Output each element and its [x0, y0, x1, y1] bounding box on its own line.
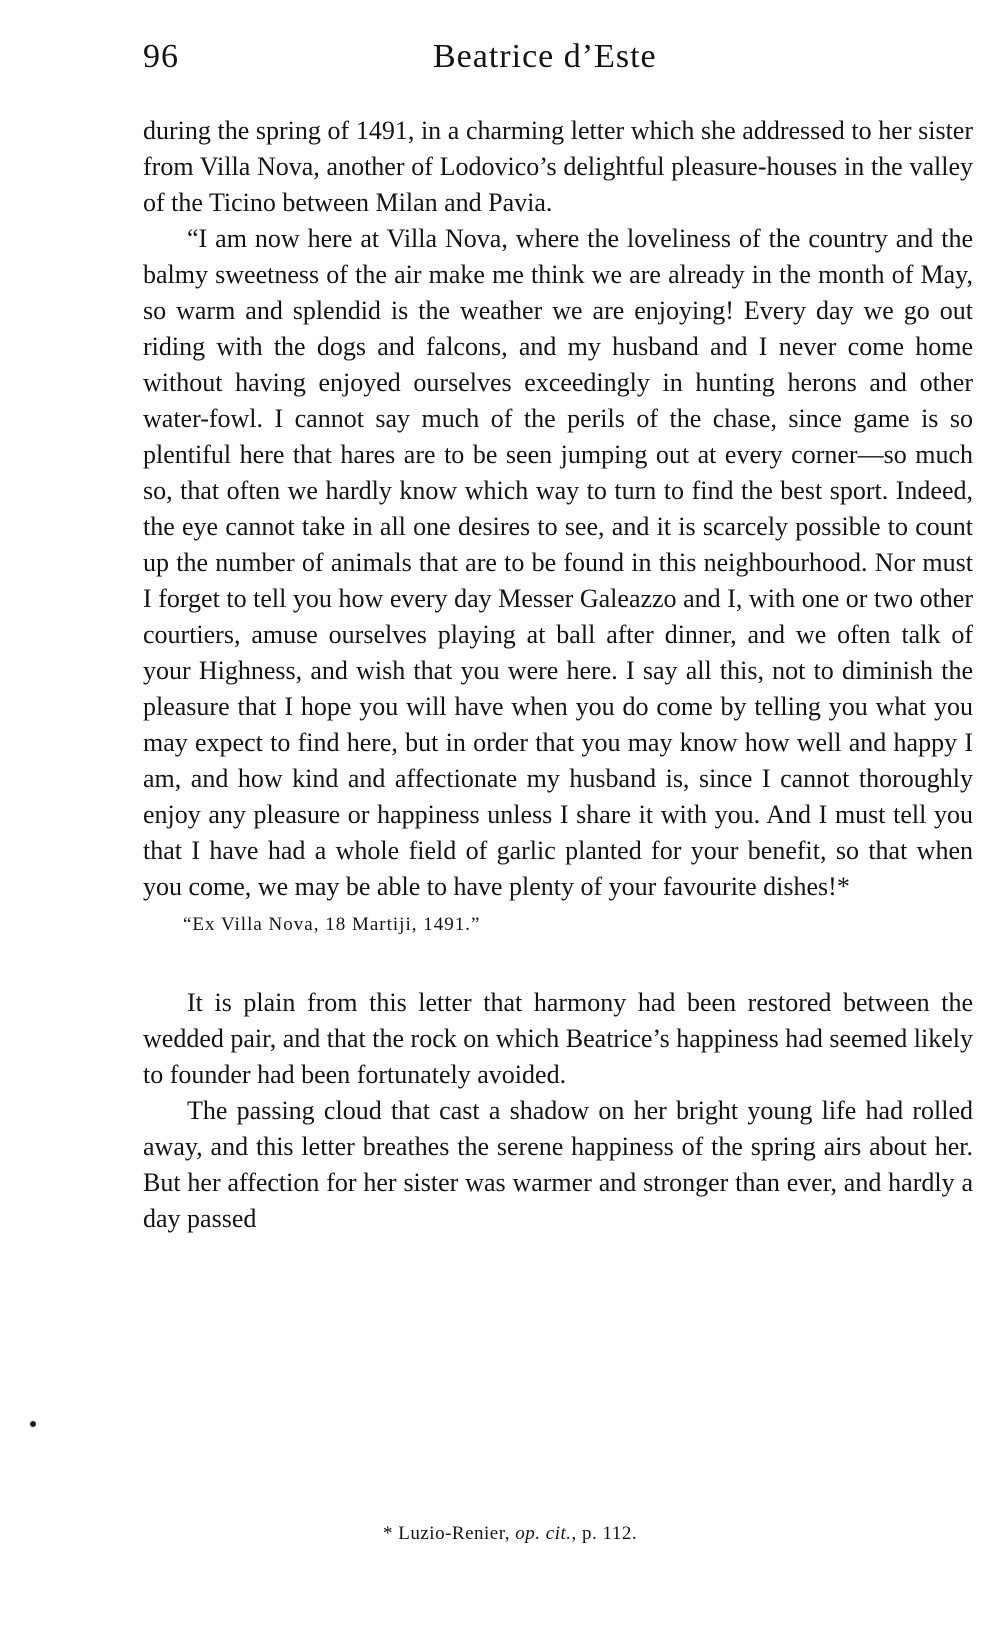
page-header [143, 38, 948, 88]
ink-speck [30, 1421, 36, 1427]
running-title: Beatrice d’Este [433, 38, 657, 75]
letter-paragraph: “I am now here at Villa Nova, where the loveliness of the country and the balmy sweetness of the air make me think we are already in the month of May, so warm and splendid is the weather we are enjoying! Every day we go out riding with the dogs and falcons, and my husband and I never come home without having enjoyed ourselves exceedingly in hunting herons and other water-fowl. I cannot say much of the perils of the chase, since game is so plentiful here that hares are to be seen jumping out at every corner—so much so, that often we hardly know which way to turn to find the best sport. Indeed, the eye cannot take in all one desires to see, and it is scarcely possible to count up the number of animals that are to be found in this neighbourhood. Nor must I forget to tell you how every day Messer Galeazzo and I, with one or two other courtiers, amuse ourselves playing at ball after dinner, and we often talk of your Highness, and wish that you were here. I say all this, not to diminish the pleasure that I hope you will have when you do come by telling you what you may expect to find here, but in order that you may know how well and happy I am, and how kind and affectionate my husband is, since I cannot thoroughly enjoy any pleasure or happiness unless I share it with you. And I must tell you that I have had a whole field of garlic planted for your benefit, so that when you come, we may be able to have plenty of your favourite dishes!* [143, 224, 973, 901]
page-number: 96 [143, 38, 179, 75]
paragraph-3: It is plain from this letter that harmony had been restored between the wedded pair, and that the rock on which Beatrice’s happiness had seemed likely to founder had been fortunately avoided. [143, 988, 973, 1089]
paragraph-4: The passing cloud that cast a shadow on her bright young life had rolled away, and this letter breathes the serene happiness of the spring airs about her. But her affection for her sister was warmer and stronger than ever, and hardly a day passed [143, 1096, 973, 1233]
footnote [383, 1523, 637, 1545]
footnote-author: Luzio-Renier, [398, 1523, 511, 1544]
footnote-ref: op. cit. [515, 1523, 572, 1544]
section-gap [143, 939, 973, 985]
letter-signature: “Ex Villa Nova, 18 Martiji, 1491.” [183, 914, 481, 935]
body-text [143, 113, 973, 1237]
paragraph-1: during the spring of 1491, in a charming letter which she addressed to her sister from Villa Nova, another of Lodovico’s delightful pleasure-houses in the valley of the Ticino between Milan and Pavia. [143, 116, 973, 217]
footnote-page: , p. 112. [571, 1523, 638, 1544]
footnote-marker: * [383, 1523, 393, 1544]
